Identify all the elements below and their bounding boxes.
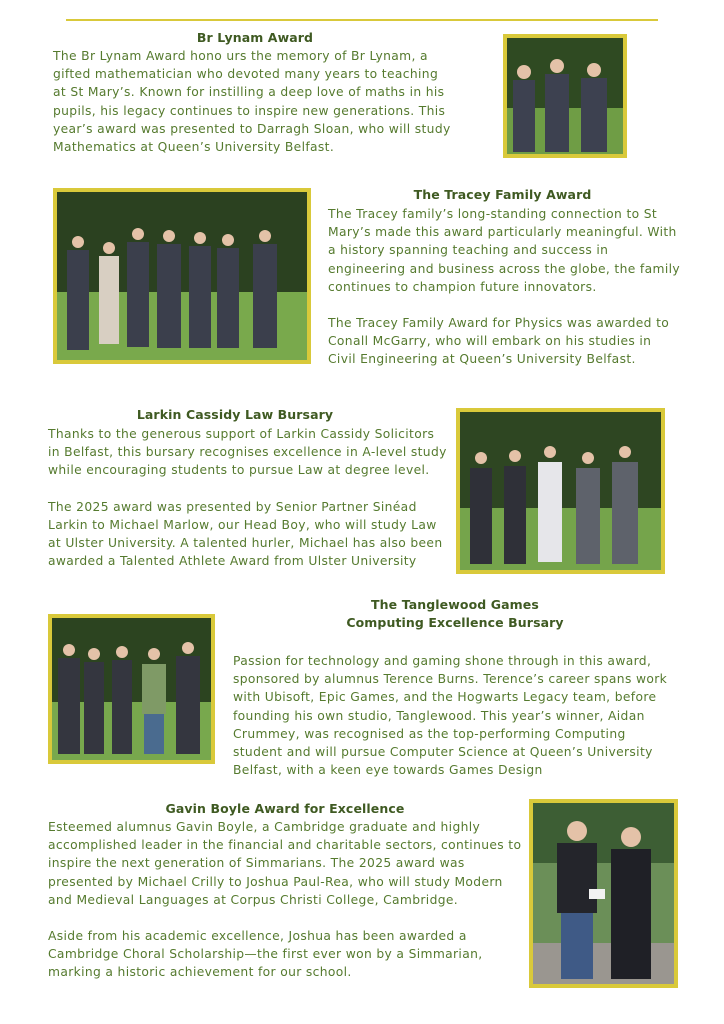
section-text-larkin-cassidy [48, 425, 448, 570]
section-heading-tracey-family: The Tracey Family Award [413, 187, 592, 202]
paragraph: The Tracey family’s long-standing connection to St Mary’s made this award particularly meaningful. With a history spanning teaching and success in engineering and business across the globe, the family continues to champion future innovators. [328, 207, 680, 294]
award-photo-gavin-boyle [529, 799, 678, 988]
paragraph: Esteemed alumnus Gavin Boyle, a Cambridge graduate and highly accomplished leader in the financial and charitable sectors, continues to inspire the next generation of Simmarians. The 2025 award was presented by Michael Crilly to Joshua Paul-Rea, who will study Modern and Medieval Languages at Corpus Christi College, Cambridge. [48, 820, 522, 907]
paragraph: Passion for technology and gaming shone through in this award, sponsored by alumnus Terence Burns. Terence’s career spans work with Ubisoft, Epic Games, and the Hogwarts Legacy team, before founding his own studio, Tanglewood. This year’s winner, Aidan Crummey, was recognised as the top-performing Computing student and will pursue Computer Science at Queen’s University Belfast, with a keen eye towards Games Design [233, 654, 668, 778]
paragraph: Aside from his academic excellence, Joshua has been awarded a Cambridge Choral Scholarship—the first ever won by a Simmarian, marking a historic achievement for our school. [48, 929, 483, 980]
section-text-tracey-family [328, 205, 683, 369]
paragraph: The Tracey Family Award for Physics was awarded to Conall McGarry, who will embark on his studies in Civil Engineering at Queen’s University Belfast. [328, 316, 670, 367]
section-heading-tanglewood: The Tanglewood Games Computing Excellence Bursary [346, 597, 564, 630]
section-heading-larkin-cassidy: Larkin Cassidy Law Bursary [136, 407, 334, 422]
paragraph: Thanks to the generous support of Larkin Cassidy Solicitors in Belfast, this bursary recognises excellence in A-level study while encouraging students to pursue Law at degree level. [48, 427, 447, 478]
paragraph: The 2025 award was presented by Senior Partner Sinéad Larkin to Michael Marlow, our Head Boy, who will study Law at Ulster University. A talented hurler, Michael has also been awarded a Talented Athlete Award from Ulster University [48, 499, 443, 569]
section-text-gavin-boyle [48, 818, 526, 982]
award-photo-tanglewood [48, 614, 215, 764]
section-text-tanglewood [233, 652, 678, 779]
section-heading-br-lynam: Br Lynam Award [196, 30, 314, 45]
award-photo-larkin-cassidy [456, 408, 665, 574]
section-text-br-lynam [53, 47, 453, 156]
section-heading-gavin-boyle: Gavin Boyle Award for Excellence [165, 801, 405, 816]
award-photo-br-lynam [503, 34, 627, 158]
paragraph: The Br Lynam Award hono urs the memory of Br Lynam, a gifted mathematician who devoted many years to teaching at St Mary’s. Known for instilling a deep love of maths in his pupils, his legacy continues to inspire new generations. This year’s award was presented to Darragh Sloan, who will study Mathematics at Queen’s University Belfast. [53, 49, 451, 155]
top-rule [66, 19, 658, 21]
award-photo-tracey-family [53, 188, 311, 364]
